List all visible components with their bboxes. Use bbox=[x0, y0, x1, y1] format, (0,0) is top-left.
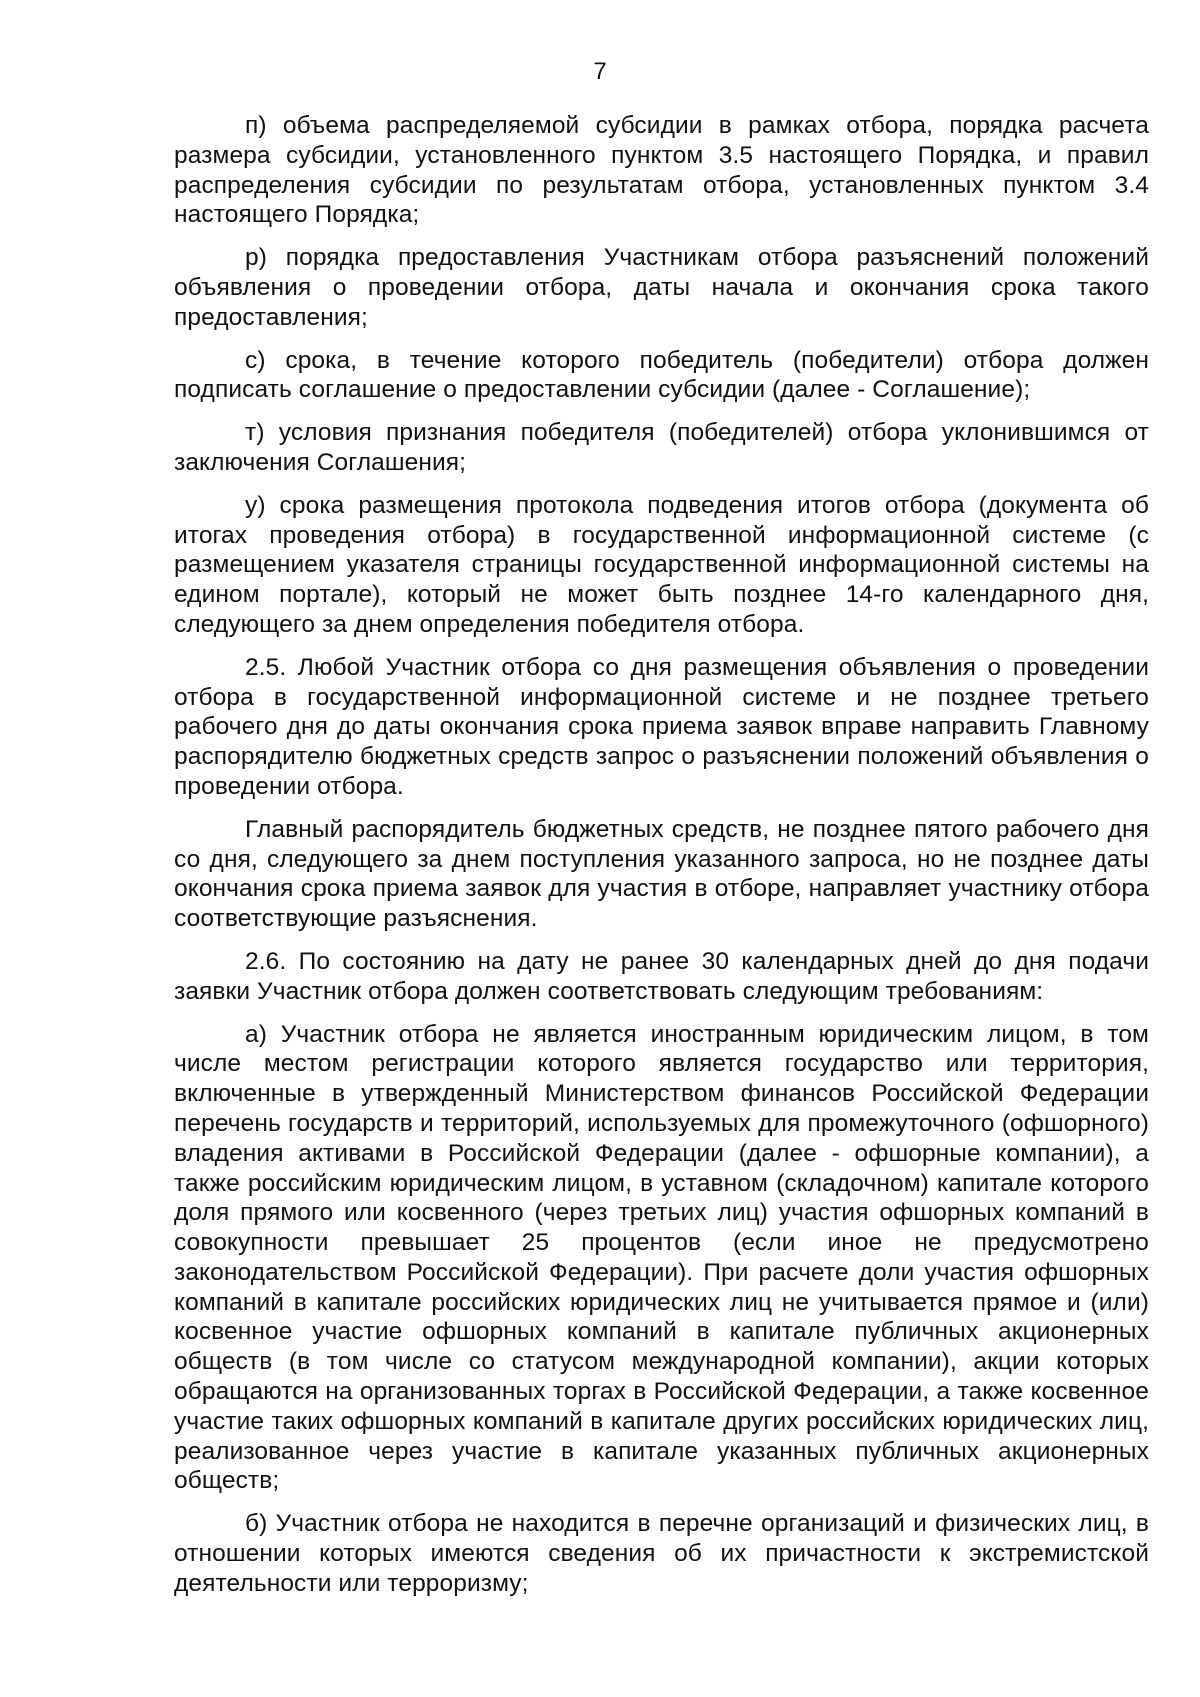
paragraph-2-5: 2.5. Любой Участник отбора со дня размещения объявления о проведении отбора в государственной информационной системе и не позднее третьего рабочего дня до даты окончания срока приема заявок вправе направить Главному распорядителю бюджетных средств запрос о разъяснении положений объявления о проведении отбора. bbox=[174, 653, 1149, 800]
page-number: 7 bbox=[593, 58, 607, 85]
paragraph-a: а) Участник отбора не является иностранным юридическим лицом, в том числе местом регистрации которого является государство или территория, включенные в утвержденный Министерством финансов Российской Федерации перечень государств и территорий, используемых для промежуточного (офшорного) владения активами в Российской Федерации (далее - офшорные компании), а также российским юридическим лицом, в уставном (складочном) капитале которого доля прямого или косвенного (через третьих лиц) участия офшорных компаний в совокупности превышает 25 процентов (если иное не предусмотрено законодательством Российской Федерации). При расчете доли участия офшорных компаний в капитале российских юридических лиц не учитывается прямое и (или) косвенное участие офшорных компаний в капитале публичных акционерных обществ (в том числе со статусом международной компании), акции которых обращаются на организованных торгах в Российской Федерации, а также косвенное участие таких офшорных компаний в капитале других российских юридических лиц, реализованное через участие в капитале указанных публичных акционерных обществ; bbox=[174, 1020, 1149, 1495]
paragraph-t: т) условия признания победителя (победителей) отбора уклонившимся от заключения Соглашения; bbox=[174, 419, 1149, 476]
paragraph-main-distributor: Главный распорядитель бюджетных средств, не позднее пятого рабочего дня со дня, следующего за днем поступления указанного запроса, но не позднее даты окончания срока приема заявок для участия в отборе, направляет участнику отбора соответствующие разъяснения. bbox=[174, 815, 1149, 933]
paragraph-r: р) порядка предоставления Участникам отбора разъяснений положений объявления о проведении отбора, даты начала и окончания срока такого предоставления; bbox=[174, 244, 1149, 331]
paragraph-2-6: 2.6. По состоянию на дату не ранее 30 календарных дней до дня подачи заявки Участник отбора должен соответствовать следующим требованиям: bbox=[174, 947, 1149, 1005]
document-body bbox=[174, 111, 1149, 1599]
paragraph-p: п) объема распределяемой субсидии в рамках отбора, порядка расчета размера субсидии, установленного пунктом 3.5 настоящего Порядка, и правил распределения субсидии по результатам отбора, установленных пунктом 3.4 настоящего Порядка; bbox=[174, 112, 1149, 229]
paragraph-u: у) срока размещения протокола подведения итогов отбора (документа об итогах проведения отбора) в государственной информационной системе (с размещением указателя страницы государственной информационной системы на едином портале), который не может быть позднее 14-го календарного дня, следующего за днем определения победителя отбора. bbox=[174, 491, 1149, 638]
paragraph-b: б) Участник отбора не находится в перечне организаций и физических лиц, в отношении которых имеются сведения об их причастности к экстремистской деятельности или терроризму; bbox=[174, 1510, 1149, 1597]
paragraph-s: с) срока, в течение которого победитель (победители) отбора должен подписать соглашение о предоставлении субсидии (далее - Соглашение); bbox=[174, 346, 1149, 404]
